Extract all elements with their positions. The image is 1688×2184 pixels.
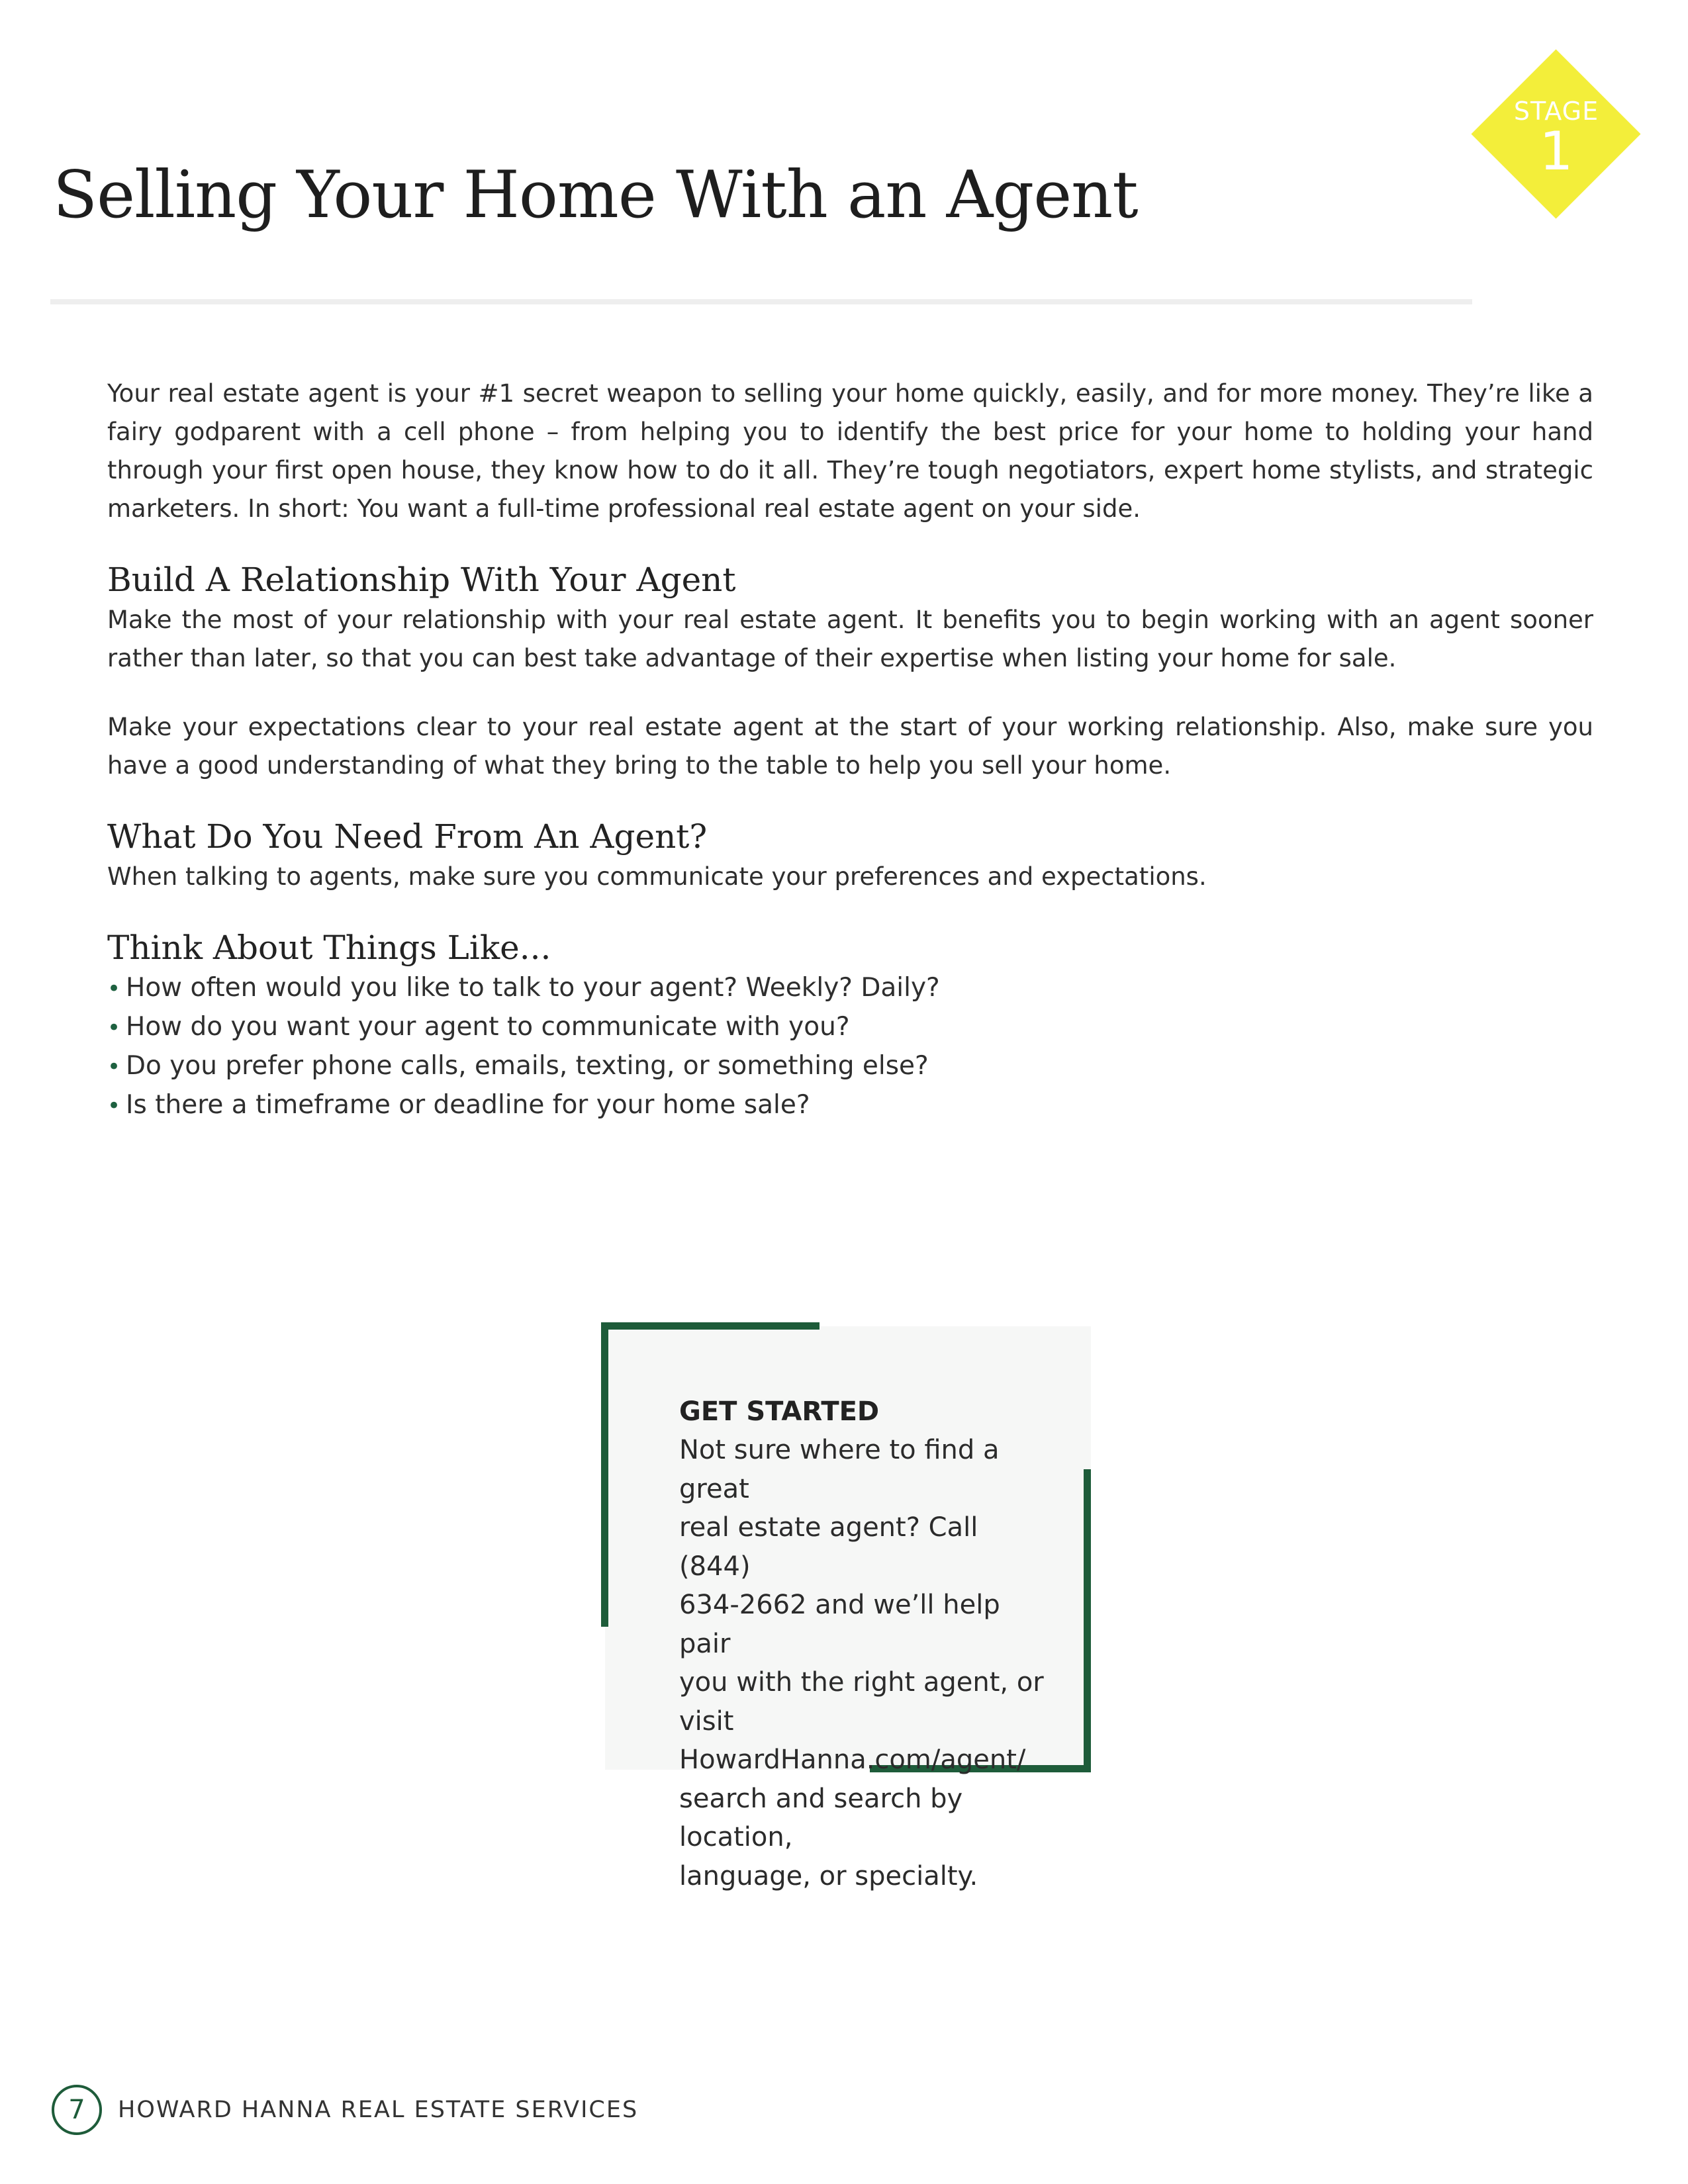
bullet-icon: •	[107, 1054, 121, 1080]
list-item-text: Is there a timeframe or deadline for your home sale?	[126, 1090, 810, 1120]
list-item-text: How often would you like to talk to your agent? Weekly? Daily?	[126, 973, 940, 1003]
section-heading-think-about: Think About Things Like...	[107, 929, 551, 967]
page-number: 7	[52, 2085, 102, 2135]
callout-heading: GET STARTED	[679, 1396, 880, 1427]
list-item	[107, 1086, 1593, 1125]
bullet-list	[107, 969, 1593, 1125]
bullet-icon: •	[107, 976, 121, 1002]
section-paragraph: When talking to agents, make sure you communicate your preferences and expectations.	[107, 862, 1207, 891]
list-item	[107, 969, 1593, 1008]
stage-number: 1	[1539, 120, 1573, 182]
bracket-top	[601, 1322, 820, 1330]
list-item	[107, 1008, 1593, 1047]
bullet-icon: •	[107, 1015, 121, 1041]
list-item	[107, 1047, 1593, 1086]
page-footer	[52, 2083, 638, 2136]
callout-line: Not sure where to find a great	[679, 1435, 1000, 1504]
section-heading-needs: What Do You Need From An Agent?	[107, 817, 708, 856]
list-item-text: How do you want your agent to communicate with you?	[126, 1012, 850, 1042]
callout-line: you with the right agent, or visit	[679, 1667, 1044, 1737]
callout-line: search and search by location,	[679, 1783, 963, 1852]
title-divider	[50, 299, 1472, 304]
section-heading-relationship: Build A Relationship With Your Agent	[107, 561, 736, 599]
intro-paragraph: Your real estate agent is your #1 secret weapon to selling your home quickly, easily, and for more money. They’re like a fairy godparent with a cell phone – from helping you to identify the best price for your home to holding your hand through your first open house, they know how to do it all. They’re tough negotiators, expert home stylists, and strategic marketers. In short: You want a full-time professional real estate agent on your side.	[107, 379, 1593, 523]
bracket-left	[601, 1322, 608, 1627]
bracket-right	[1084, 1469, 1091, 1772]
stage-label: STAGE	[1513, 97, 1599, 126]
callout-line: HowardHanna.com/agent/	[679, 1745, 1026, 1775]
section-paragraph: Make the most of your relationship with your real estate agent. It benefits you to begin working with an agent sooner rather than later, so that you can best take advantage of their expertise when listing your home for sale.	[107, 606, 1593, 672]
callout-text	[679, 1392, 1050, 1895]
get-started-callout	[601, 1322, 1091, 1891]
section-paragraph: Make your expectations clear to your real estate agent at the start of your working relationship. Also, make sure you have a good understanding of what they bring to the table to help you sell your home.	[107, 713, 1593, 780]
main-content	[107, 375, 1593, 1125]
bullet-icon: •	[107, 1093, 121, 1119]
page-title: Selling Your Home With an Agent	[53, 158, 1138, 233]
callout-line: real estate agent? Call (844)	[679, 1512, 978, 1582]
stage-badge	[1472, 50, 1641, 219]
footer-brand: HOWARD HANNA REAL ESTATE SERVICES	[118, 2097, 639, 2123]
list-item-text: Do you prefer phone calls, emails, texting, or something else?	[126, 1051, 929, 1081]
callout-line: 634-2662 and we’ll help pair	[679, 1590, 1000, 1659]
callout-line: language, or specialty.	[679, 1860, 978, 1891]
